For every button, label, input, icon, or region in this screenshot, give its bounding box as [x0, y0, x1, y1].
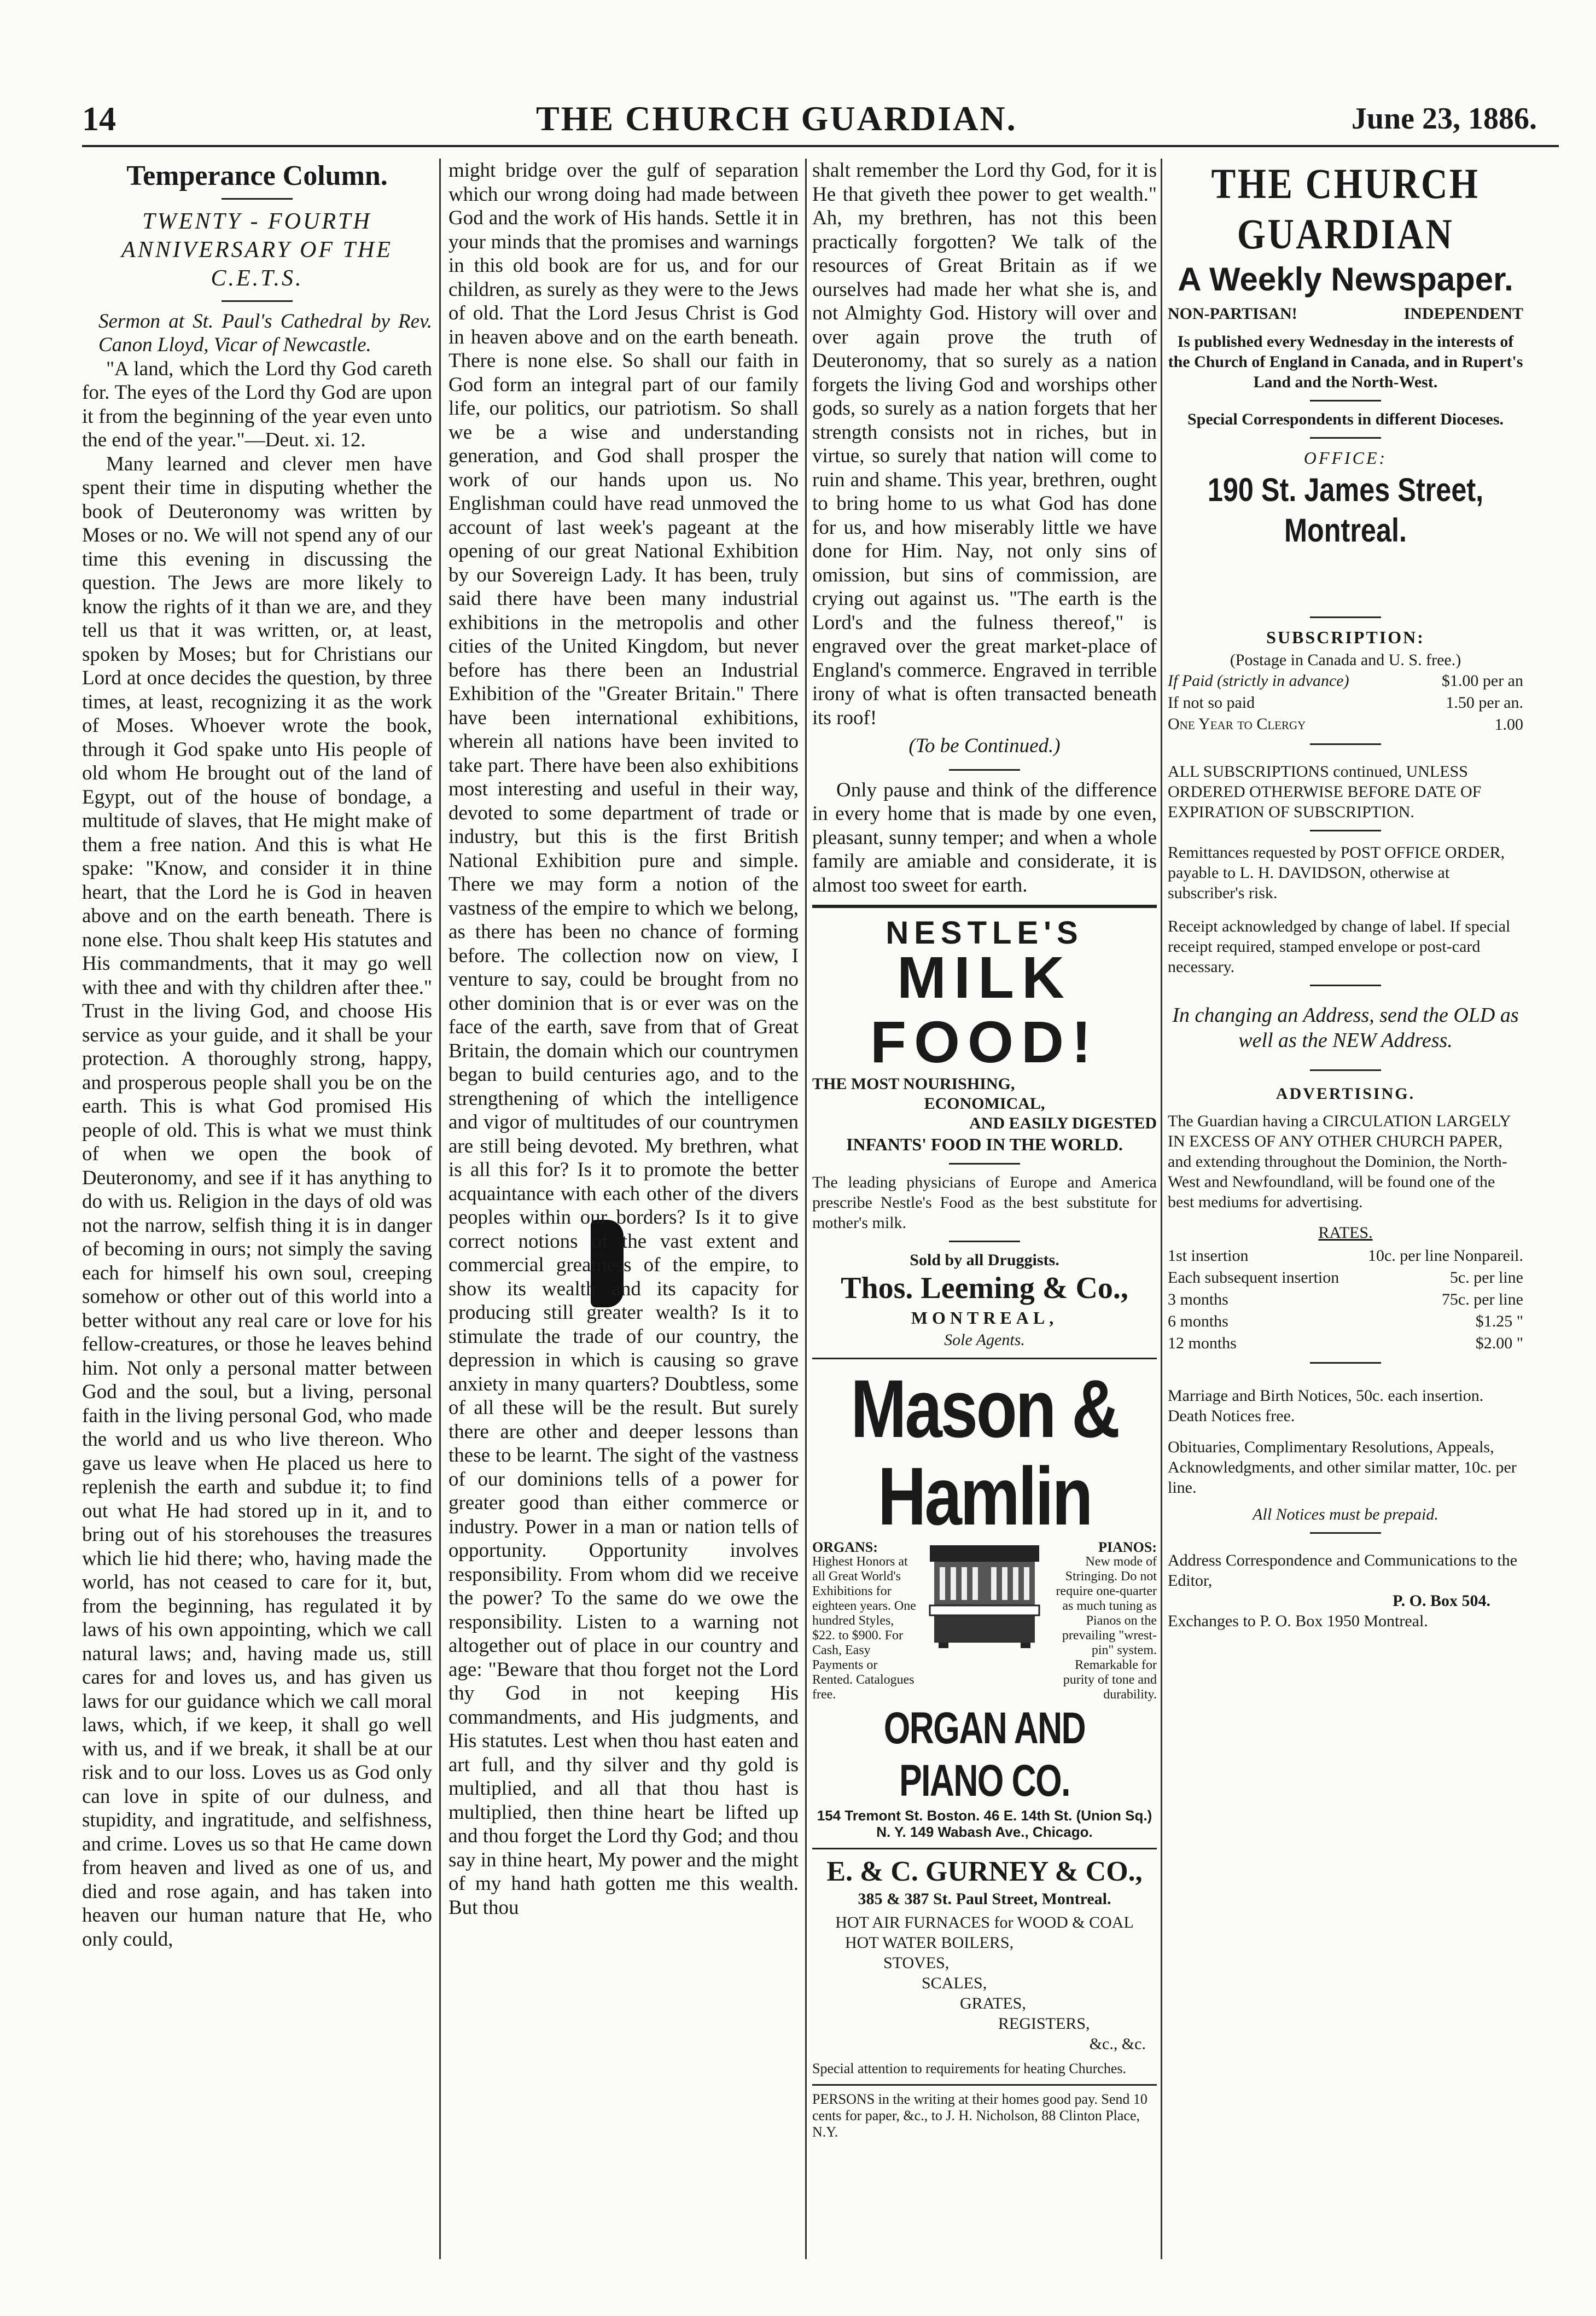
advertising-label: ADVERTISING. — [1275, 1084, 1416, 1103]
column-rule — [1161, 159, 1162, 2259]
prepaid-notice: All Notices must be prepaid. — [1253, 1505, 1438, 1523]
office-address: 190 St. James Street, Montreal. — [1207, 472, 1484, 549]
page-number: 14 — [82, 101, 116, 138]
guardian-title: THE CHURCH GUARDIAN — [1211, 160, 1480, 258]
pianos-text: New mode of Stringing. Do not require one-quarter as much tuning as Pianos on the prevailing "wrest-pin" system. Remarkable for purity of tone and durability. — [1056, 1555, 1157, 1702]
gurney-address: 385 & 387 St. Paul Street, Montreal. — [858, 1890, 1111, 1908]
divider — [1310, 400, 1381, 401]
published-notice: Is published every Wednesday in the interests of the Church of England in Canada, and in Rupert's Land and the North-West. — [1168, 332, 1523, 391]
organ-illustration-icon — [919, 1540, 1050, 1649]
nestle-sold: Sold by all Druggists. — [910, 1250, 1059, 1269]
continued-notice: ALL SUBSCRIPTIONS continued, UNLESS ORDERED OTHERWISE BEFORE DATE OF EXPIRATION OF SUBSCRIPTION. — [1168, 762, 1482, 821]
column-1 — [82, 159, 432, 2259]
nestle-body: The leading physicians of Europe and America prescribe Nestle's Food as the best substitute for mother's milk. — [812, 1173, 1157, 1232]
gurney-item: REGISTERS, — [998, 2015, 1090, 2033]
gurney-item: HOT WATER BOILERS, — [845, 1934, 1014, 1952]
mason-hamlin-address: 154 Tremont St. Boston. 46 E. 14th St. (Union Sq.) N. Y. 149 Wabash Ave., Chicago. — [817, 1807, 1152, 1840]
divider — [949, 769, 1020, 771]
masthead-title: THE CHURCH GUARDIAN. — [536, 99, 1017, 138]
divider — [1310, 1362, 1381, 1364]
column-3 — [812, 159, 1157, 2259]
marriage-notice: Marriage and Birth Notices, 50c. each insertion. Death Notices free. — [1168, 1386, 1484, 1425]
po-box: P. O. Box 504. — [1393, 1591, 1490, 1610]
mason-hamlin-advertisement — [812, 1358, 1157, 1840]
column-4 — [1168, 159, 1523, 2259]
column-rule — [805, 159, 807, 2259]
non-partisan: NON-PARTISAN! — [1168, 305, 1297, 323]
to-be-continued: (To be Continued.) — [908, 735, 1061, 757]
persons-advertisement: PERSONS in the writing at their homes good pay. Send 10 cents for paper, &c., to J. H. Nicholson, 88 Clinton Place, N.Y. — [812, 2084, 1157, 2140]
partisan-line — [1168, 302, 1523, 326]
independent: INDEPENDENT — [1403, 305, 1523, 323]
article-paragraph: Many learned and clever men have spent their time in disputing whether the book of Deuteronomy was written by Moses or no. We will not spend any of our time this evening in discussing the question. The Jews are more likely to know the rights of it than we are, and they tell us that it was written, or, at least, spoken by Moses; but for Christians our Lord at once decides the question, by three times, at least, recognizing it as the work of Moses. Whoever wrote the book, through it God spake unto His people of old whom He brought out of the land of Egypt, out of the house of bondage, a multitude of slaves, that He might make of them a free nation. And this is what He spake: "Know, and consider it in thine heart, that the Lord he is God in heaven above and on the earth beneath. There is none else. Thou shalt keep His statutes and His commandments, that it may go well with thee and with thy children after thee." Trust in the living God, and choose His service as your guide, and it shall be your protection. A thoroughly strong, happy, and prosperous people shall you be on the earth. This is what God promised His people of old. This is what we must think of when we open the book of Deuteronomy, and see if it has anything to do with us. Religion in the days of old was not the narrow, selfish thing it is in danger of becoming in ours; not simply the saving each for himself his own soul, creeping somehow or other out of this world into a better without any real care or love for his fellow-creatures, or those he leaves behind him. Not only a personal matter between God and the soul, but a living, personal faith in the living personal God, who made the world and us who live thereon. Who gave us leave when He placed us here to replenish the earth and subdue it; to find out what He had stored up in it, and to bring out of his storehouses the treasures which lie hid there; who, having made the world, has not ceased to care for it, but, from the beginning, has regulated it by laws of his own appointing, which we call natural laws; and, having made us, still cares for and loves us, and has given us laws for our guidance which we call moral laws, which, if we keep, it shall go well with us, and if we break, it shall be at our risk and to our loss. Loves us as God only can love in spite of our dulness, and stupidity, and ingratitude, and selfishness, and crime. Loves us so that He came down from heaven and lived as one of us, and died and rose again, and has taken into heaven our human nature that He, who only could, — [82, 452, 432, 1951]
gurney-name: E. & C. GURNEY & CO., — [826, 1856, 1143, 1887]
nestle-line: ECONOMICAL, — [924, 1094, 1045, 1113]
nestle-line: THE MOST NOURISHING, — [812, 1074, 1015, 1093]
gurney-line: HOT AIR FURNACES for WOOD & COAL — [835, 1913, 1134, 1931]
column-2 — [448, 159, 799, 2259]
pianos-label: PIANOS: — [1098, 1539, 1157, 1555]
agent-role: Sole Agents. — [944, 1331, 1025, 1349]
divider — [1310, 985, 1381, 986]
article-paragraph: "A land, which the Lord thy God careth for. The eyes of the Lord thy God are upon it from the beginning of the year even unto the end of the year."—Deut. xi. 12. — [82, 357, 432, 451]
nestle-product: MILK FOOD! — [870, 944, 1099, 1075]
office-label: OFFICE: — [1303, 447, 1388, 468]
divider — [812, 905, 1157, 908]
subscription-label: SUBSCRIPTION: — [1266, 627, 1425, 647]
mason-hamlin-company: ORGAN AND PIANO CO. — [883, 1703, 1086, 1806]
nestle-brand: NESTLE'S — [886, 915, 1084, 951]
filler-paragraph: Only pause and think of the difference in every home that is made by one even, pleasant, sunny temper; and when a whole family are amiable and considerate, it is almost too sweet for earth. — [812, 778, 1157, 897]
nestle-advertisement — [812, 916, 1157, 1350]
postage-note: (Postage in Canada and U. S. free.) — [1230, 650, 1461, 669]
sub-rate-row: One Year to Clergy 1.00 — [1168, 714, 1523, 734]
obituaries-notice: Obituaries, Complimentary Resolutions, Appeals, Acknowledgments, and other similar matter, 10c. per line. — [1168, 1438, 1517, 1497]
ad-rate-row: 3 months 75c. per line — [1168, 1290, 1523, 1308]
divider — [1310, 1069, 1381, 1071]
rates-label: RATES. — [1318, 1224, 1373, 1242]
ad-rate-row: 12 months $2.00 " — [1168, 1334, 1523, 1352]
agent-city: MONTREAL, — [911, 1307, 1058, 1328]
organs-text: Highest Honors at all Great World's Exhibitions for eighteen years. One hundred Styles, $22. to $900. For Cash, Easy Payments or Rented. Catalogues free. — [812, 1555, 916, 1702]
divider — [1310, 616, 1381, 618]
divider — [222, 198, 293, 200]
gurney-item: STOVES, — [883, 1954, 950, 1972]
ad-rate-row: 6 months $1.25 " — [1168, 1312, 1523, 1330]
sub-rate-row: If Paid (strictly in advance) $1.00 per an — [1168, 671, 1523, 690]
masthead-date: June 23, 1886. — [1351, 102, 1537, 136]
gurney-item: SCALES, — [922, 1974, 987, 1992]
article-paragraph: might bridge over the gulf of separation which our wrong doing had made between God and the work of His hands. Settle it in your minds that the promises and warnings in this old book are for us, and for our children, as surely as they were to the Jews of old. That the Lord Jesus Christ is God in heaven above and on the earth beneath. There is none else. So shall our faith in God form an integral part of our family life, our politics, our patriotism. So shall we be a wise and understanding generation, and God shall prosper the work of our hands upon us. No Englishman could have read unmoved the account of last week's pageant at the opening of our great National Exhibition by our Sovereign Lady. It has been, truly said there have been many industrial exhibitions in the metropolis and other cities of the United Kingdom, but never before has there been an Industrial Exhibition of the "Greater Britain." There have been international exhibitions, wherein all nations have been invited to take part. There have been also exhibitions most interesting and useful in their way, devoted to some department of trade or industry, but this is the first British National Exhibition pure and simple. There we may form a notion of the vastness of the empire to which we belong, as there has been no chance of forming before. The collection now on view, I venture to say, could be brought from no other dominion that is or ever was on the face of the earth, save from that of Great Britain, the domain which our countrymen began to build centuries ago, and to the strengthening of which the intelligence and vigor of multitudes of our countrymen are still being devoted. My brethren, what is all this for? Is it to promote the better acquaintance with each other of the divers peoples within our borders? Is it to give correct notions of the vast extent and commercial greatness of the empire, to show its wealth and its capacity for producing still greater wealth? Is it to stimulate the trade of our country, the depression in which is causing so grave anxiety in many quarters? Doubtless, some of all these will be the result. But surely there are other and deeper lessons than these to be learnt. The sight of the vastness of our dominions tells of a power for greater good than either commerce or industry. Power in a man or nation tells of opportunity. Opportunity involves responsibility. From whom did we receive the power? To the same do we owe the responsibility. Listen to a warning not altogether out of place in our country and age: "Beware that thou forget not the Lord thy God in not keeping His commandments, and His judgments, and His statutes. Lest when thou hast eaten and art full, and thy silver and thy gold is multiplied, and all that thou hast is multiplied, then thine heart be lifted up and thou forget the Lord thy God; and thou say in thine heart, My power and the might of my hand hath gotten me this wealth. But thou — [448, 159, 799, 1919]
ad-rate-row: Each subsequent insertion 5c. per line — [1168, 1268, 1523, 1287]
advertising-text: The Guardian having a CIRCULATION LARGELY IN EXCESS OF ANY OTHER CHURCH PAPER, and extending throughout the Dominion, the North-West and Newfoundland, will be found one of the best mediums for advertising. — [1168, 1112, 1511, 1211]
divider — [222, 300, 293, 302]
sub-rate-row: If not so paid 1.50 per an. — [1168, 693, 1523, 712]
divider — [1310, 437, 1381, 439]
nestle-line: AND EASILY DIGESTED — [969, 1114, 1157, 1132]
gurney-note: Special attention to requirements for heating Churches. — [812, 2061, 1126, 2076]
ad-rate-row: 1st insertion 10c. per line Nonpareil. — [1168, 1246, 1523, 1265]
section-heading: Temperance Column. — [126, 160, 388, 191]
gurney-item: GRATES, — [960, 1994, 1026, 2012]
divider — [1310, 743, 1381, 745]
article-subheading: TWENTY - FOURTH ANNIVERSARY OF THE C.E.T.S. — [121, 208, 393, 291]
gurney-item: &c., &c. — [1089, 2035, 1146, 2053]
mason-hamlin-brand: Mason & Hamlin — [851, 1363, 1119, 1542]
article-paragraph: shalt remember the Lord thy God, for it is He that giveth thee power to get wealth." Ah, my brethren, has not this been practically forgotten? We talk of the resources of Great Britain as if we ourselves had made her what she is, and not Almighty God. History will over and over again prove the truth of Deuteronomy, that so surely as a nation forgets the living God and worships other gods, so surely as a nation forgets that her strength consists not in riches, but in virtue, so surely that nation will come to ruin and shame. This year, brethren, ought to bring home to us what God has done for us, and how miserably little we have done for Him. Nay, not only sins of omission, but sins of commission, are crying out against us. "The earth is the Lord's and the fulness thereof," is engraved over the great market-place of England's commerce. Engraved in terrible irony of what is often transacted beneath its roof! — [812, 159, 1157, 729]
mason-hamlin-details — [812, 1540, 1157, 1702]
weekly-newspaper: A Weekly Newspaper. — [1178, 261, 1513, 298]
divider — [1310, 1532, 1381, 1534]
article-byline: Sermon at St. Paul's Cathedral by Rev. Canon Lloyd, Vicar of Newcastle. — [98, 310, 432, 356]
remittances-notice: Remittances requested by POST OFFICE ORDER, payable to L. H. DAVIDSON, otherwise at subscriber's risk. — [1168, 843, 1505, 902]
divider — [949, 1241, 1020, 1242]
masthead — [82, 96, 1559, 147]
gurney-advertisement — [812, 1848, 1157, 2079]
agent-name: Thos. Leeming & Co., — [841, 1271, 1128, 1305]
change-address-notice: In changing an Address, send the OLD as well as the NEW Address. — [1172, 1003, 1519, 1052]
divider — [949, 1163, 1020, 1165]
divider — [1310, 830, 1381, 831]
nestle-line: INFANTS' FOOD IN THE WORLD. — [846, 1134, 1123, 1154]
organs-label: ORGANS: — [812, 1539, 878, 1555]
receipt-notice: Receipt acknowledged by change of label. If special receipt required, stamped envelope or post-card necessary. — [1168, 917, 1511, 976]
column-rule — [439, 159, 441, 2259]
address-correspondence: Address Correspondence and Communications to the Editor, — [1168, 1551, 1518, 1590]
exchanges: Exchanges to P. O. Box 1950 Montreal. — [1168, 1611, 1428, 1630]
correspondents: Special Correspondents in different Dioceses. — [1187, 410, 1504, 428]
